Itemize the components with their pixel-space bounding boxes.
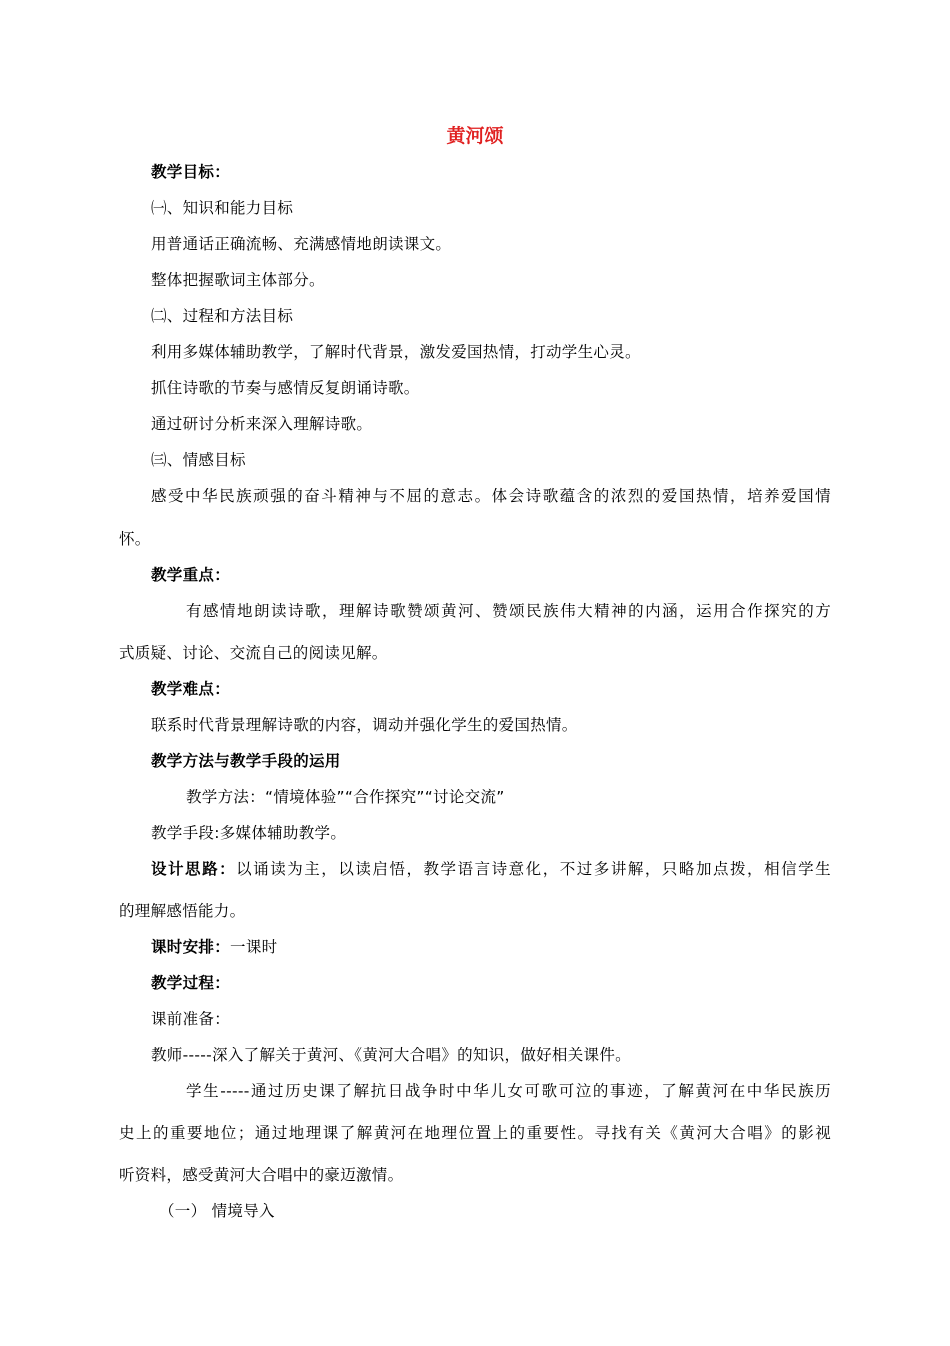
paragraph: 利用多媒体辅助教学，了解时代背景，激发爱国热情，打动学生心灵。 <box>151 343 641 361</box>
heading-process: 教学过程： <box>151 974 231 992</box>
paragraph: 用普通话正确流畅、充满感情地朗读课文。 <box>151 235 452 253</box>
paragraph: 史上的重要地位；通过地理课了解黄河在地理位置上的重要性。寻找有关《黄河大合唱》的影视 <box>119 1124 831 1142</box>
paragraph: 联系时代背景理解诗歌的内容，调动并强化学生的爱国热情。 <box>151 716 578 734</box>
objective-2-heading: ㈡、过程和方法目标 <box>151 307 294 325</box>
paragraph: 的理解感悟能力。 <box>119 902 246 920</box>
heading-methods: 教学方法与教学手段的运用 <box>151 752 341 770</box>
objective-1-heading: ㈠、知识和能力目标 <box>151 199 294 217</box>
document-title: 黄河颂 <box>446 125 504 147</box>
schedule-text: 一课时 <box>230 938 278 956</box>
heading-key-points: 教学重点： <box>151 566 231 584</box>
paragraph: 课前准备： <box>151 1010 231 1028</box>
schedule-line <box>151 937 277 957</box>
paragraph: 抓住诗歌的节奏与感情反复朗诵诗歌。 <box>151 379 420 397</box>
objective-3-heading: ㈢、情感目标 <box>151 451 246 469</box>
paragraph: 教学手段:多媒体辅助教学。 <box>151 824 347 842</box>
paragraph: 感受中华民族顽强的奋斗精神与不屈的意志。体会诗歌蕴含的浓烈的爱国热情，培养爱国情 <box>151 487 831 505</box>
section-heading: （一） 情境导入 <box>159 1202 275 1220</box>
schedule-label: 课时安排： <box>151 938 231 956</box>
paragraph: 听资料，感受黄河大合唱中的豪迈激情。 <box>119 1166 404 1184</box>
design-idea-line <box>151 859 831 879</box>
design-idea-text: 以诵读为主，以读启悟，教学语言诗意化，不过多讲解，只略加点拨，相信学生 <box>236 860 831 878</box>
paragraph: 式质疑、讨论、交流自己的阅读见解。 <box>119 644 388 662</box>
paragraph: 整体把握歌词主体部分。 <box>151 271 325 289</box>
paragraph: 教学方法：“情境体验”“合作探究”“讨论交流” <box>186 788 505 806</box>
paragraph: 怀。 <box>119 530 151 548</box>
paragraph: 通过研讨分析来深入理解诗歌。 <box>151 415 373 433</box>
paragraph: 学生-----通过历史课了解抗日战争时中华儿女可歌可泣的事迹，了解黄河在中华民族历 <box>186 1082 831 1100</box>
heading-difficulties: 教学难点： <box>151 680 231 698</box>
paragraph: 教师-----深入了解关于黄河、《黄河大合唱》的知识，做好相关课件。 <box>151 1046 631 1064</box>
paragraph: 有感情地朗读诗歌，理解诗歌赞颂黄河、赞颂民族伟大精神的内涵，运用合作探究的方 <box>186 602 831 620</box>
heading-objectives: 教学目标： <box>151 163 231 181</box>
design-idea-label: 设计思路： <box>151 860 237 878</box>
